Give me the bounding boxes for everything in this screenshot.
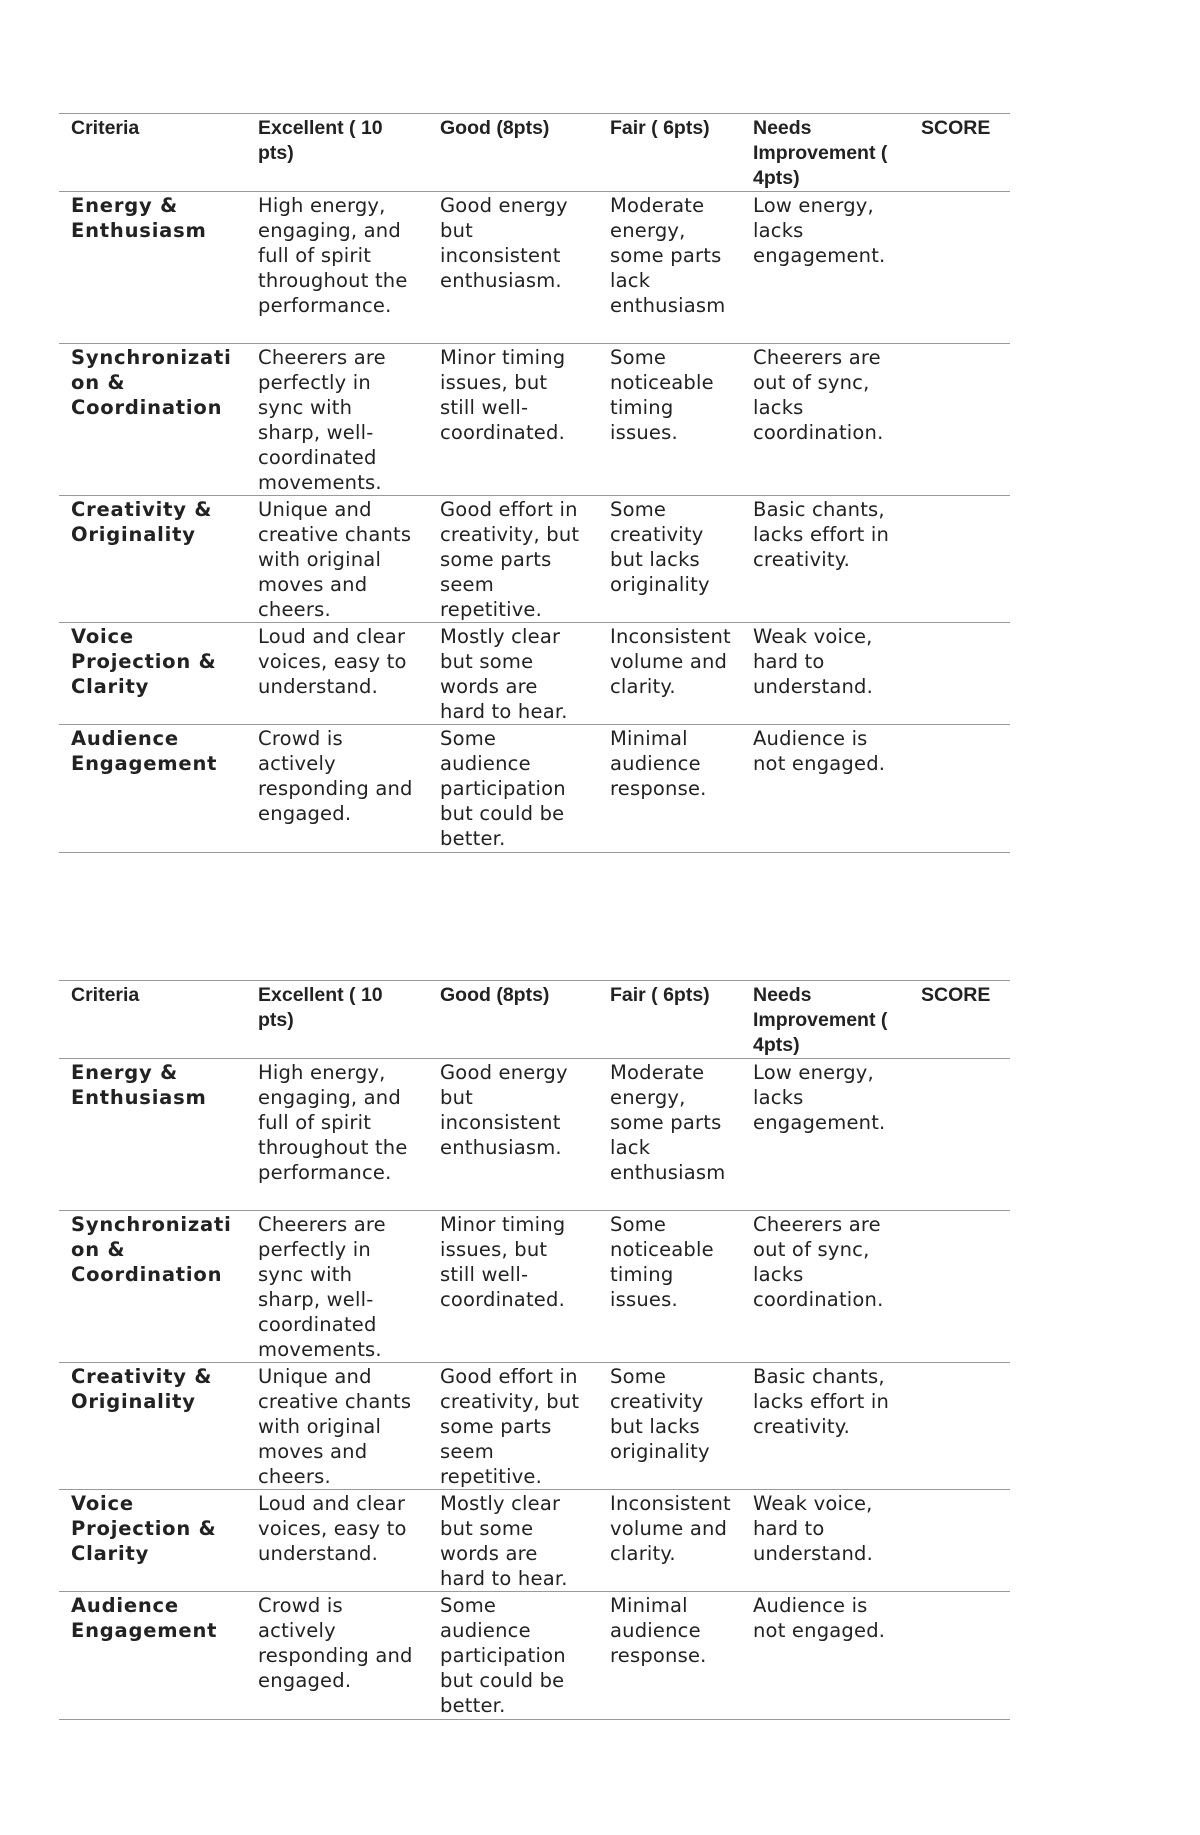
- cell-excellent: Cheerers are perfectly in sync with sharp, well-coordinated movements.: [246, 344, 428, 496]
- cell-fair: Moderate energy, some parts lack enthusiasm: [598, 192, 741, 344]
- cell-good: Minor timing issues, but still well-coordinated.: [428, 1211, 598, 1363]
- cell-excellent: Unique and creative chants with original moves and cheers.: [246, 496, 428, 623]
- cell-excellent: Cheerers are perfectly in sync with sharp, well-coordinated movements.: [246, 1211, 428, 1363]
- score-cell[interactable]: [909, 344, 1010, 496]
- rubric-table-1: [59, 113, 1010, 853]
- cell-good: Mostly clear but some words are hard to hear.: [428, 1490, 598, 1592]
- table-row: [59, 496, 1010, 623]
- score-cell[interactable]: [909, 1363, 1010, 1490]
- cell-excellent: Loud and clear voices, easy to understand.: [246, 623, 428, 725]
- header-score: SCORE: [909, 981, 1010, 1059]
- table-row: [59, 1490, 1010, 1592]
- header-good: Good (8pts): [428, 981, 598, 1059]
- header-row: [59, 114, 1010, 192]
- criterion-creativity: Creativity & Originality: [59, 496, 246, 623]
- cell-excellent: High energy, engaging, and full of spirit throughout the performance.: [246, 1059, 428, 1211]
- header-criteria: Criteria: [59, 981, 246, 1059]
- score-cell[interactable]: [909, 1211, 1010, 1363]
- criterion-creativity: Creativity & Originality: [59, 1363, 246, 1490]
- cell-good: Mostly clear but some words are hard to hear.: [428, 623, 598, 725]
- table-row: [59, 1059, 1010, 1211]
- cell-needs-improvement: Cheerers are out of sync, lacks coordination.: [741, 344, 909, 496]
- cell-needs-improvement: Audience is not engaged.: [741, 725, 909, 853]
- cell-excellent: Loud and clear voices, easy to understand.: [246, 1490, 428, 1592]
- score-cell[interactable]: [909, 623, 1010, 725]
- cell-fair: Inconsistent volume and clarity.: [598, 623, 741, 725]
- cell-fair: Inconsistent volume and clarity.: [598, 1490, 741, 1592]
- cell-good: Good effort in creativity, but some parts seem repetitive.: [428, 496, 598, 623]
- cell-needs-improvement: Weak voice, hard to understand.: [741, 1490, 909, 1592]
- cell-good: Good energy but inconsistent enthusiasm.: [428, 1059, 598, 1211]
- cell-fair: Some noticeable timing issues.: [598, 344, 741, 496]
- table-row: [59, 623, 1010, 725]
- cell-fair: Minimal audience response.: [598, 725, 741, 853]
- cell-needs-improvement: Basic chants, lacks effort in creativity.: [741, 1363, 909, 1490]
- header-criteria: Criteria: [59, 114, 246, 192]
- header-row: [59, 981, 1010, 1059]
- cell-fair: Some creativity but lacks originality: [598, 1363, 741, 1490]
- score-cell[interactable]: [909, 1490, 1010, 1592]
- header-fair: Fair ( 6pts): [598, 981, 741, 1059]
- cell-excellent: High energy, engaging, and full of spirit throughout the performance.: [246, 192, 428, 344]
- cell-good: Good energy but inconsistent enthusiasm.: [428, 192, 598, 344]
- score-cell[interactable]: [909, 496, 1010, 623]
- cell-needs-improvement: Low energy, lacks engagement.: [741, 1059, 909, 1211]
- criterion-voice: Voice Projection & Clarity: [59, 623, 246, 725]
- cell-needs-improvement: Basic chants, lacks effort in creativity.: [741, 496, 909, 623]
- cell-needs-improvement: Cheerers are out of sync, lacks coordination.: [741, 1211, 909, 1363]
- cell-good: Some audience participation but could be better.: [428, 725, 598, 853]
- criterion-energy: Energy & Enthusiasm: [59, 192, 246, 344]
- cell-good: Good effort in creativity, but some parts seem repetitive.: [428, 1363, 598, 1490]
- cell-needs-improvement: Weak voice, hard to understand.: [741, 623, 909, 725]
- criterion-energy: Energy & Enthusiasm: [59, 1059, 246, 1211]
- score-cell[interactable]: [909, 725, 1010, 853]
- header-excellent: Excellent ( 10 pts): [246, 114, 428, 192]
- criterion-synchronization: Synchronization & Coordination: [59, 1211, 246, 1363]
- cell-excellent: Crowd is actively responding and engaged.: [246, 1592, 428, 1720]
- cell-fair: Some noticeable timing issues.: [598, 1211, 741, 1363]
- cell-needs-improvement: Audience is not engaged.: [741, 1592, 909, 1720]
- rubric-table-2: [59, 980, 1010, 1720]
- table-row: [59, 1592, 1010, 1720]
- score-cell[interactable]: [909, 1592, 1010, 1720]
- header-excellent: Excellent ( 10 pts): [246, 981, 428, 1059]
- cell-good: Some audience participation but could be better.: [428, 1592, 598, 1720]
- cell-fair: Minimal audience response.: [598, 1592, 741, 1720]
- criterion-audience: Audience Engagement: [59, 725, 246, 853]
- cell-fair: Moderate energy, some parts lack enthusiasm: [598, 1059, 741, 1211]
- header-needs-improvement: Needs Improvement ( 4pts): [741, 981, 909, 1059]
- table-row: [59, 725, 1010, 853]
- header-good: Good (8pts): [428, 114, 598, 192]
- score-cell[interactable]: [909, 192, 1010, 344]
- cell-needs-improvement: Low energy, lacks engagement.: [741, 192, 909, 344]
- table-row: [59, 192, 1010, 344]
- cell-fair: Some creativity but lacks originality: [598, 496, 741, 623]
- criterion-synchronization: Synchronization & Coordination: [59, 344, 246, 496]
- criterion-audience: Audience Engagement: [59, 1592, 246, 1720]
- criterion-voice: Voice Projection & Clarity: [59, 1490, 246, 1592]
- score-cell[interactable]: [909, 1059, 1010, 1211]
- header-score: SCORE: [909, 114, 1010, 192]
- table-row: [59, 344, 1010, 496]
- cell-good: Minor timing issues, but still well-coordinated.: [428, 344, 598, 496]
- header-needs-improvement: Needs Improvement ( 4pts): [741, 114, 909, 192]
- table-row: [59, 1211, 1010, 1363]
- table-row: [59, 1363, 1010, 1490]
- cell-excellent: Unique and creative chants with original moves and cheers.: [246, 1363, 428, 1490]
- header-fair: Fair ( 6pts): [598, 114, 741, 192]
- cell-excellent: Crowd is actively responding and engaged.: [246, 725, 428, 853]
